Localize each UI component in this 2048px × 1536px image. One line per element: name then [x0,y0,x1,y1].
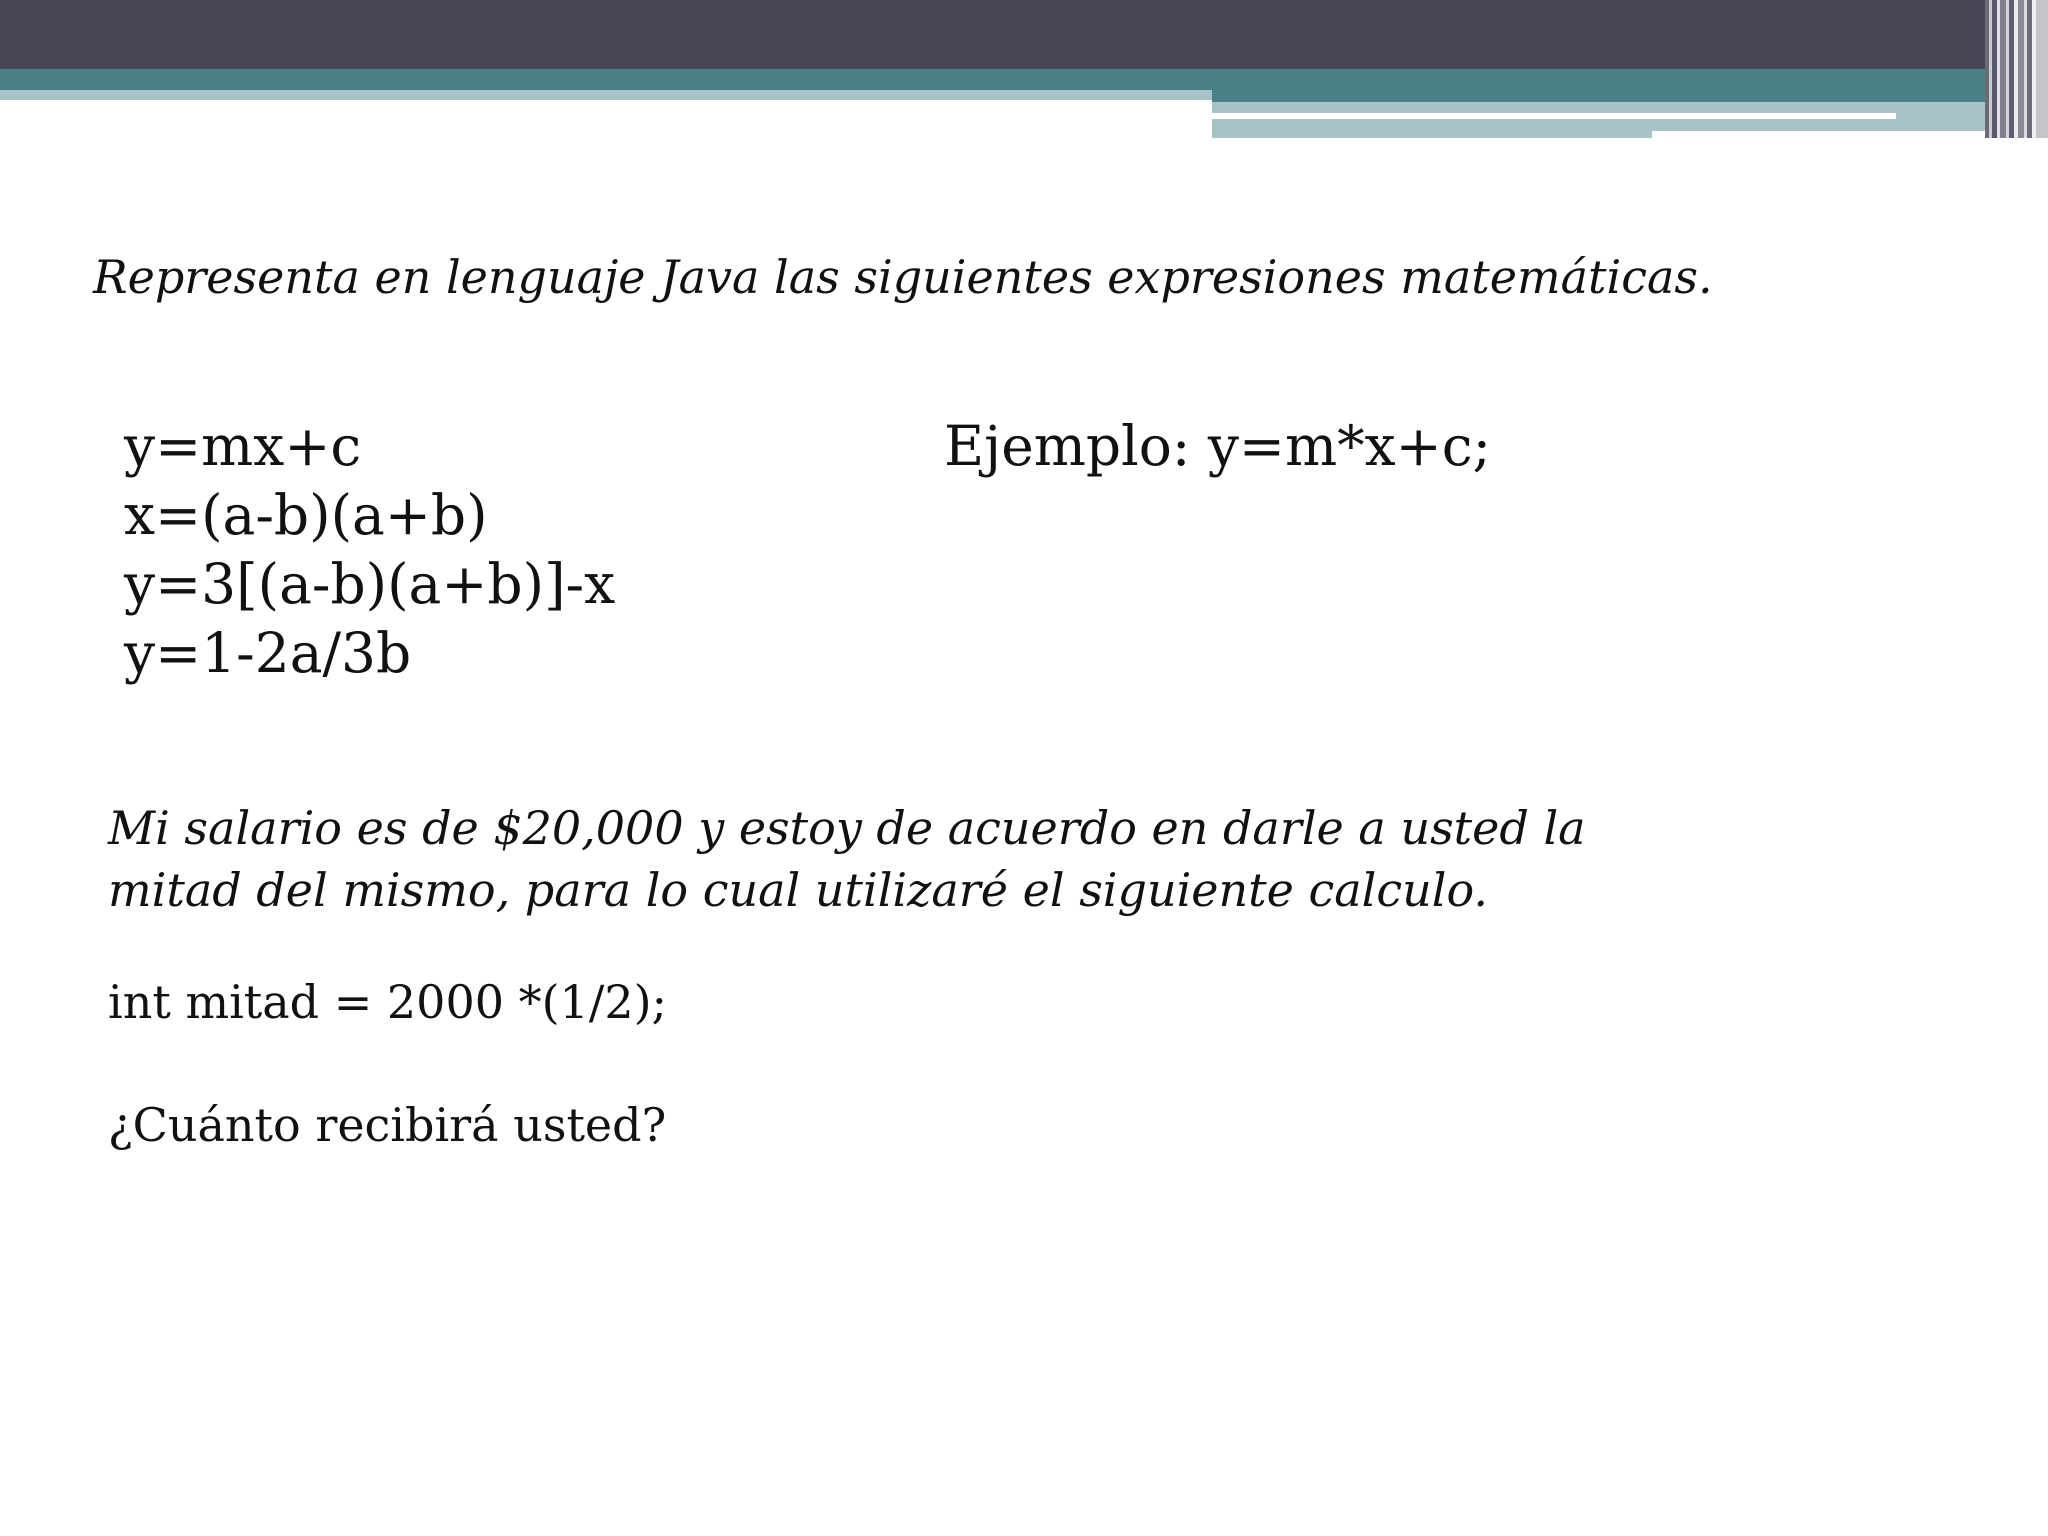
code-line: int mitad = 2000 *(1/2); [108,975,668,1029]
expression-item: x=(a-b)(a+b) [124,483,488,547]
salary-line: Mi salario es de $20,000 y estoy de acuerdo en darle a usted la [108,801,1586,855]
header-light-band-left [0,90,1212,100]
expression-item: y=1-2a/3b [124,621,412,685]
expression-item: y=mx+c [124,414,362,478]
salary-line: mitad del mismo, para lo cual utilizaré el siguiente calculo. [108,863,1488,917]
header-stripes [1985,0,2048,138]
header-teal-band-right [1212,69,2002,102]
salary-paragraph [108,797,1708,921]
intro-instruction: Representa en lenguaje Java las siguientes expresiones matemáticas. [93,250,1713,304]
question-text: ¿Cuánto recibirá usted? [108,1098,667,1152]
expression-item: y=3[(a-b)(a+b)]-x [124,552,616,616]
header-teal-band-left [0,69,1212,90]
expression-list [124,412,615,688]
header-white-step [1652,131,2012,141]
header-white-line [1212,113,1896,119]
example-expression: Ejemplo: y=m*x+c; [944,414,1492,478]
header-dark-band [0,0,2048,69]
